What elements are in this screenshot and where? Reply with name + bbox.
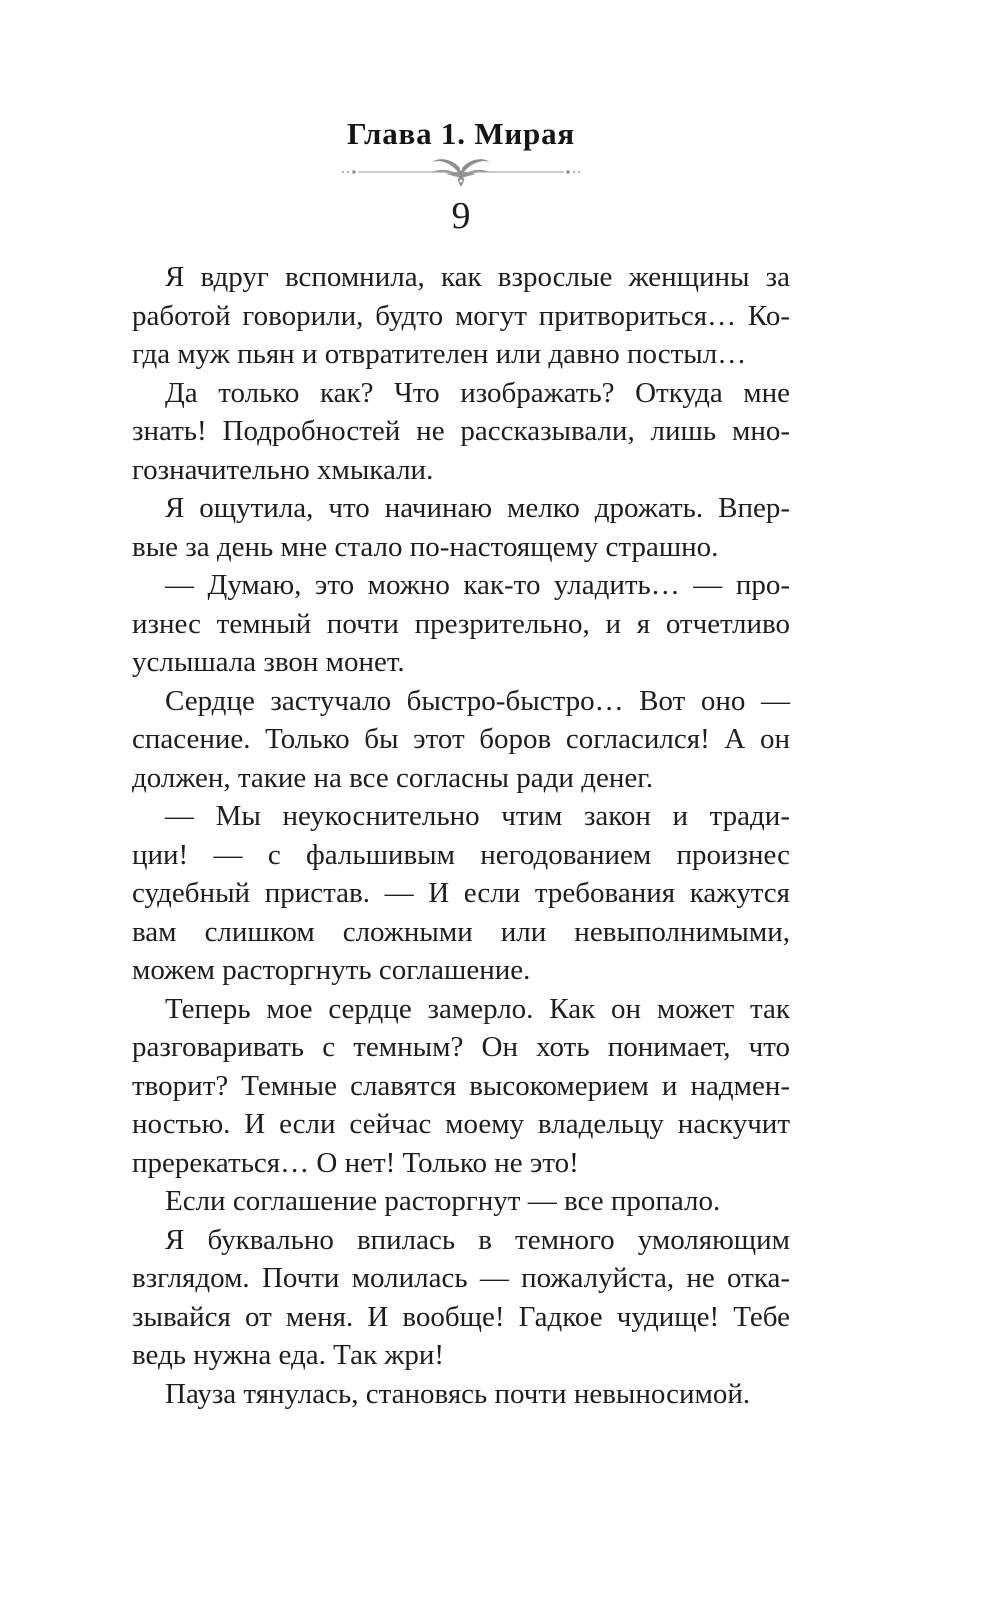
paragraph [132, 566, 790, 682]
text-line: вам слишком сложными или невыполнимыми, [132, 915, 790, 948]
text-line: Сердце застучало быстро-быстро… Вот оно — [165, 684, 790, 717]
page-text [132, 258, 790, 1413]
text-line: должен, такие на все согласны ради денег. [132, 761, 654, 794]
chapter-title: Глава 1. Мирая [347, 116, 575, 151]
text-line: гда муж пьян и отвратителен или давно постыл… [132, 338, 747, 370]
paragraph [132, 797, 790, 990]
text-line: разговаривать с темным? Он хоть понимает, что [132, 1031, 790, 1063]
section-number: 9 [451, 195, 471, 237]
text-line: работой говорили, будто могут притвориться… Ко- [132, 299, 790, 332]
text-line: услышала звон монет. [132, 646, 405, 678]
text-line: ностью. И если сейчас моему владельцу наскучит [132, 1108, 790, 1140]
paragraph [132, 1221, 790, 1375]
text-line: ции! — с фальшивым негодованием произнес [132, 838, 790, 871]
text-line: можем расторгнуть соглашение. [132, 954, 531, 986]
winged-flourish-icon [431, 159, 491, 187]
text-line: Да только как? Что изображать? Откуда мне [165, 376, 790, 409]
text-line: Я буквально впилась в темного умоляющим [165, 1223, 790, 1256]
text-line: пререкаться… О нет! Только не это! [132, 1146, 579, 1179]
text-line: Пауза тянулась, становясь почти невыносимой. [165, 1377, 751, 1410]
text-line: Если соглашение расторгнут — все пропало. [165, 1185, 721, 1217]
paragraph [132, 1182, 790, 1221]
paragraph [132, 682, 790, 798]
text-line: Теперь мое сердце замерло. Как он может так [165, 992, 790, 1025]
text-line: — Мы неукоснительно чтим закон и тради- [165, 800, 790, 832]
text-line: — Думаю, это можно как-то уладить… — про- [165, 569, 790, 601]
chapter-divider [132, 154, 790, 195]
paragraph [132, 489, 790, 566]
text-line: ведь нужна еда. Так жри! [132, 1339, 445, 1371]
text-line: Я вдруг вспомнила, как взрослые женщины за [165, 261, 790, 293]
text-line: судебный пристав. — И если требования кажутся [132, 877, 790, 909]
paragraph [132, 258, 790, 374]
text-line: Я ощутила, что начинаю мелко дрожать. Впер- [165, 492, 790, 524]
flourish-divider-icon [341, 154, 581, 190]
text-line: творит? Темные славятся высокомерием и надмен- [132, 1069, 790, 1102]
text-line: спасение. Только бы этот боров согласился! А он [132, 723, 790, 755]
paragraph [132, 990, 790, 1183]
text-line: знать! Подробностей не рассказывали, лишь мно- [132, 415, 790, 447]
paragraph [132, 374, 790, 490]
text-line: гозначительно хмыкали. [132, 453, 434, 486]
text-line: взглядом. Почти молилась — пожалуйста, не отка- [132, 1262, 790, 1294]
paragraph [132, 1375, 790, 1414]
text-line: зывайся от меня. И вообще! Гадкое чудище! Тебе [132, 1300, 790, 1333]
text-line: вые за день мне стало по-настоящему страшно. [132, 530, 719, 563]
text-line: изнес темный почти презрительно, и я отчетливо [132, 607, 790, 640]
